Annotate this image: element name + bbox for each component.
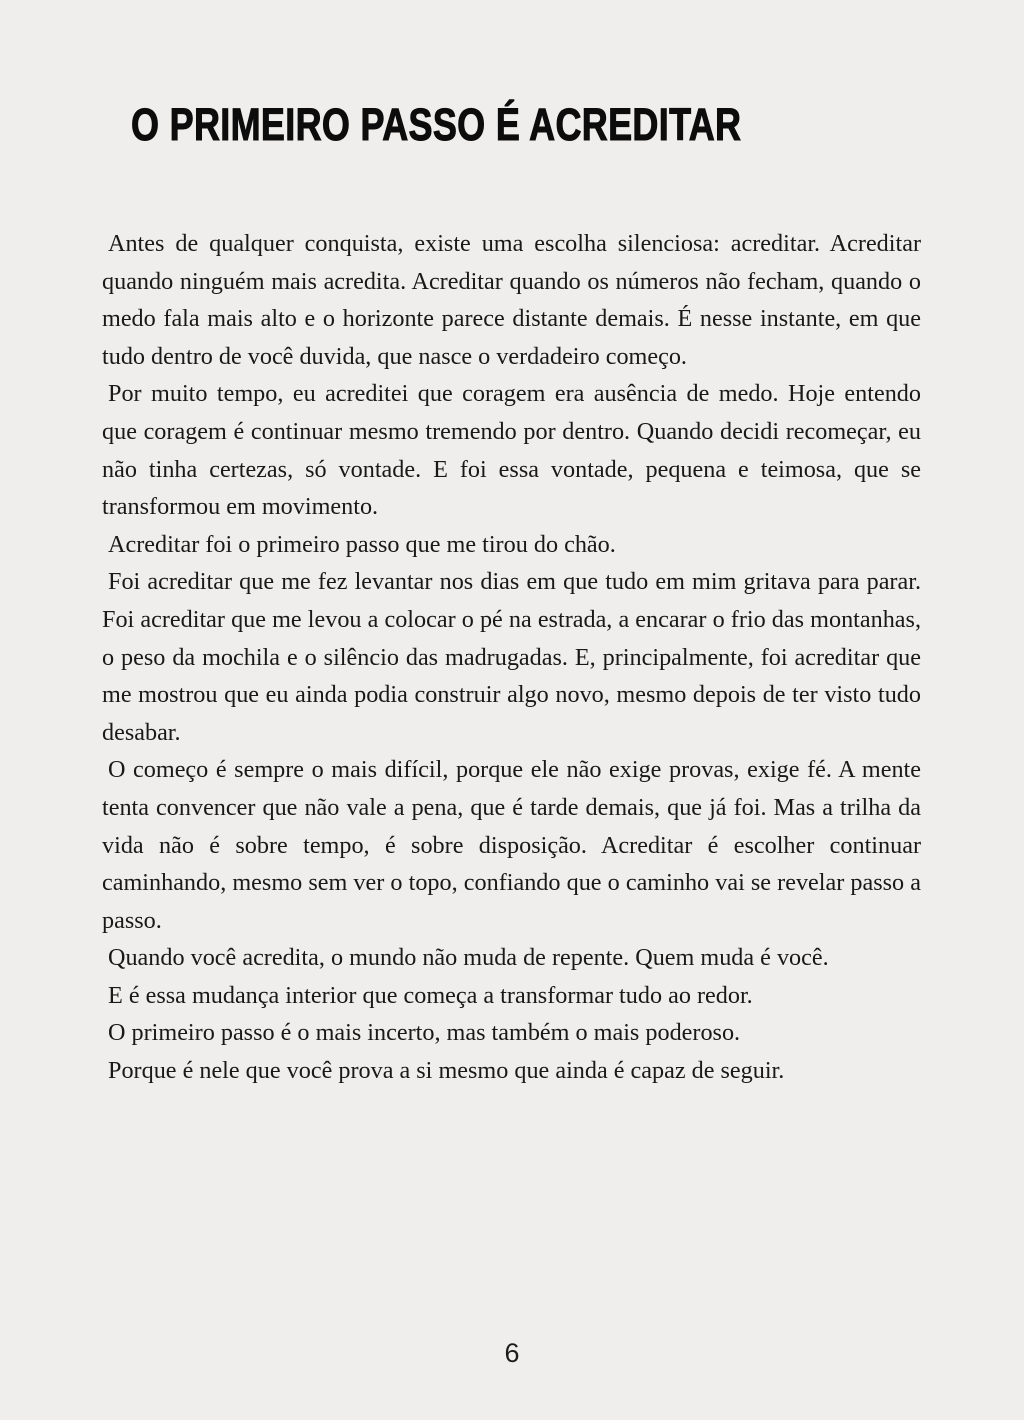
paragraph: Antes de qualquer conquista, existe uma escolha silenciosa: acreditar. Acreditar quando ninguém mais acredita. Acreditar quando os números não fecham, quando o medo fala mais alto e o horizonte parece distante demais. É nesse instante, em que tudo dentro de você duvida, que nasce o verdadeiro começo. — [102, 230, 921, 370]
paragraph: Acreditar foi o primeiro passo que me tirou do chão. — [108, 530, 616, 558]
paragraph: E é essa mudança interior que começa a transformar tudo ao redor. — [108, 981, 753, 1009]
paragraph: Foi acreditar que me fez levantar nos dias em que tudo em mim gritava para parar. Foi acreditar que me levou a colocar o pé na estrada, a encarar o frio das montanhas, o peso da mochila e o silêncio das madrugadas. E, principalmente, foi acreditar que me mostrou que eu ainda podia construir algo novo, mesmo depois de ter visto tudo desabar. — [102, 568, 921, 746]
paragraph: Quando você acredita, o mundo não muda de repente. Quem muda é você. — [108, 944, 829, 972]
paragraph: Porque é nele que você prova a si mesmo que ainda é capaz de seguir. — [108, 1057, 785, 1085]
paragraph: O primeiro passo é o mais incerto, mas também o mais poderoso. — [108, 1019, 741, 1047]
page-number: 6 — [504, 1338, 520, 1368]
page-title: O PRIMEIRO PASSO É ACREDITAR — [131, 99, 742, 150]
paragraph: O começo é sempre o mais difícil, porque ele não exige provas, exige fé. A mente tenta convencer que não vale a pena, que é tarde demais, que já foi. Mas a trilha da vida não é sobre tempo, é sobre disposição. Acreditar é escolher continuar caminhando, mesmo sem ver o topo, confiando que o caminho vai se revelar passo a passo. — [102, 756, 921, 934]
paragraph: Por muito tempo, eu acreditei que coragem era ausência de medo. Hoje entendo que coragem é continuar mesmo tremendo por dentro. Quando decidi recomeçar, eu não tinha certezas, só vontade. E foi essa vontade, pequena e teimosa, que se transformou em movimento. — [102, 380, 921, 521]
body-text-block — [102, 225, 921, 1090]
